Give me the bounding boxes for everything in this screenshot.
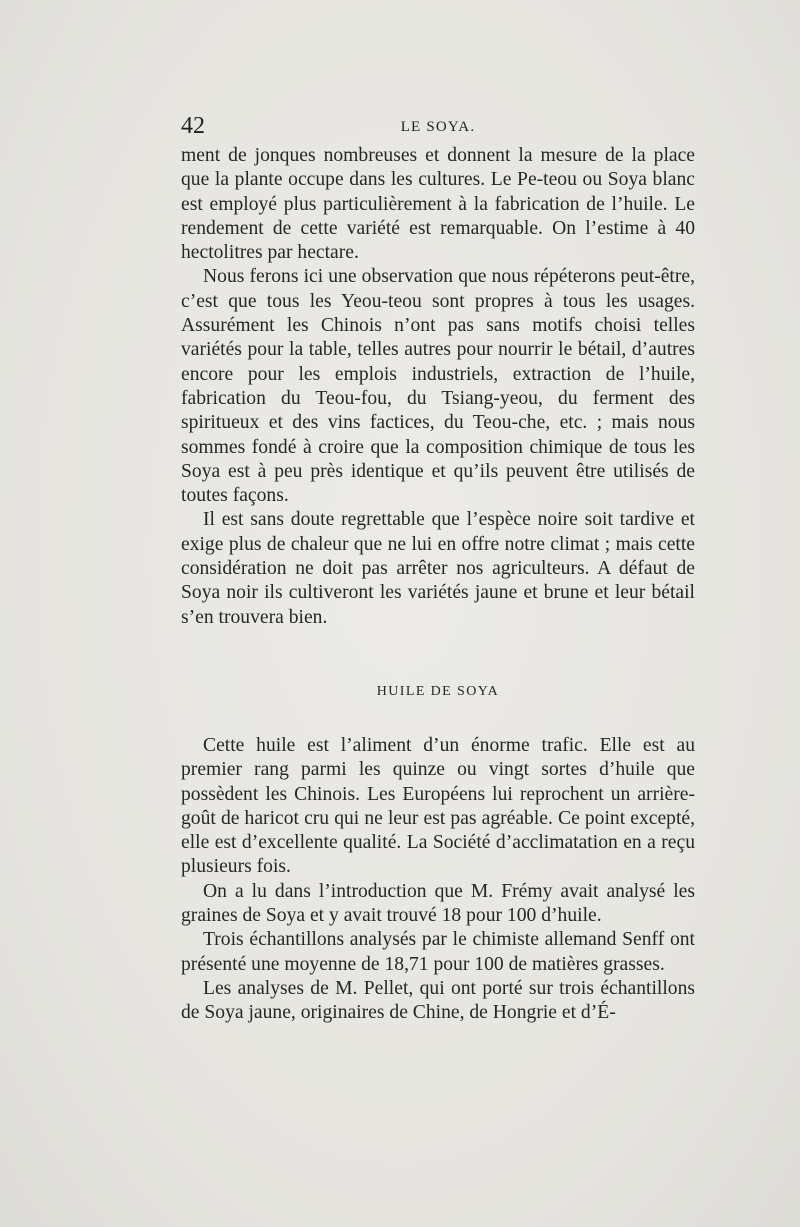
section-heading: HUILE DE SOYA	[376, 684, 500, 699]
running-title: LE SOYA.	[400, 119, 476, 135]
body-text-section-1	[181, 144, 695, 630]
paragraph: On a lu dans l’introduction que M. Frémy avait analysé les graines de Soya et y avait trouvé 18 pour 100 d’huile.	[181, 880, 695, 927]
paragraph: Trois échantillons analysés par le chimiste allemand Senff ont présenté une moyenne de 18,71 pour 100 de matières grasses.	[181, 929, 695, 975]
body-text-section-2	[181, 734, 695, 1026]
paragraph: Il est sans doute regrettable que l’espèce noire soit tardive et exige plus de chaleur que ne lui en offre notre climat ; mais cette considération ne doit pas arrêter nos agriculteurs. A défaut de Soya noir ils cultiveront les variétés jaune et brune et leur bétail s’en trouvera bien.	[181, 509, 695, 628]
paragraph-continued: ment de jonques nombreuses et donnent la mesure de la place que la plante occupe dans les cultures. Le Pe-teou ou Soya blanc est employé plus particulièrement à la fabrication de l’huile. Le rendement de cette variété est remarquable. On l’estime à 40 hectolitres par hectare.	[181, 145, 695, 264]
paragraph: Nous ferons ici une observation que nous répéterons peut-être, c’est que tous les Yeou-teou sont propres à tous les usages. Assurément les Chinois n’ont pas sans motifs choisi telles variétés pour la table, telles autres pour nourrir le bétail, d’autres encore pour les emplois industriels, extraction de l’huile, fabrication du Teou-fou, du Tsiang-yeou, du ferment des spiritueux et des vins factices, du Teou-che, etc. ; mais nous sommes fondé à croire que la composition chimique de tous les Soya est à peu près identique et qu’ils peuvent être utilisés de toutes façons.	[181, 266, 695, 507]
page-header	[181, 113, 695, 143]
paragraph: Les analyses de M. Pellet, qui ont porté sur trois échantillons de Soya jaune, originaires de Chine, de Hongrie et d’É-	[181, 977, 695, 1024]
page-number: 42	[181, 113, 205, 139]
paragraph: Cette huile est l’aliment d’un énorme trafic. Elle est au premier rang parmi les quinze ou vingt sortes d’huile que possèdent les Chinois. Les Européens lui reprochent un arrière-goût de haricot cru qui ne leur est pas agréable. Ce point excepté, elle est d’excellente qualité. La Société d’acclimatation en a reçu plusieurs fois.	[181, 735, 695, 878]
